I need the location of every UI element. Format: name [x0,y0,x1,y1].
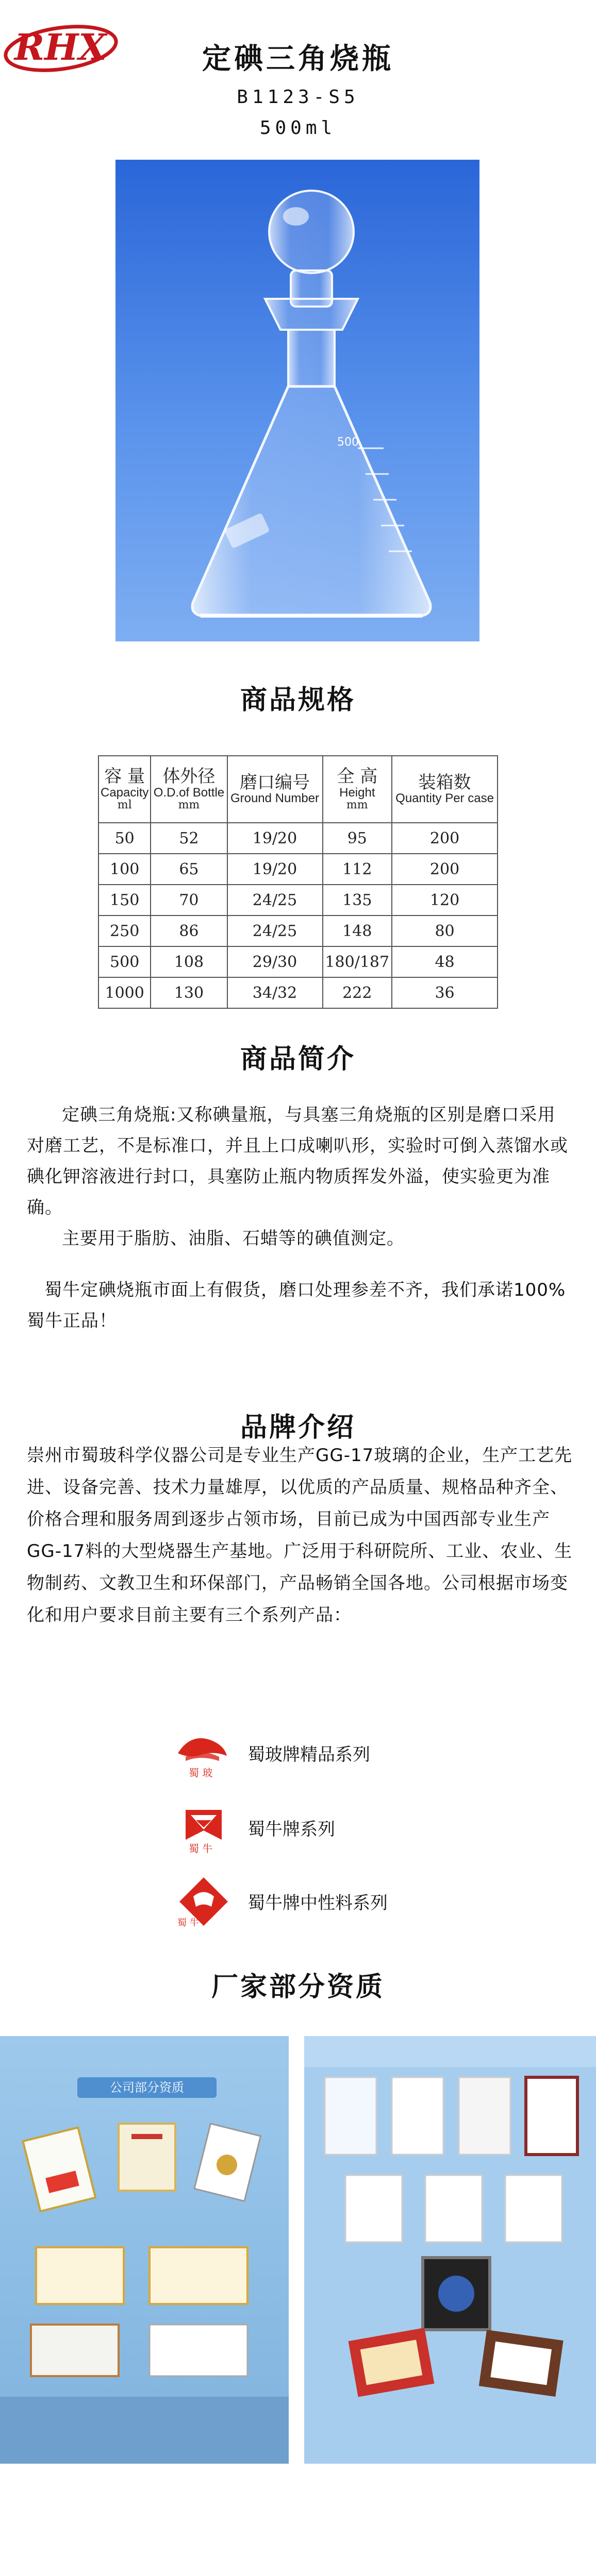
table-row [98,885,498,916]
table-cell: 29/30 [227,946,323,977]
table-cell: 86 [151,916,227,946]
svg-text:蜀 牛: 蜀 牛 [177,1918,199,1928]
intro-paragraph-2: 主要用于脂肪、油脂、石蜡等的碘值测定。 [62,1228,405,1249]
spec-header-3: 全 高 Height mm [323,756,392,823]
table-cell: 100 [98,854,151,885]
series-item-shuniu-neutral [170,1873,531,1928]
table-cell: 24/25 [227,885,323,916]
table-cell: 80 [392,916,498,946]
scale-mark: 500 [337,436,359,449]
spec-header-1: 体外径 O.D.of Bottle mm [151,756,227,823]
shuniu-logo-icon [170,1800,237,1856]
product-title: 定碘三角烧瓶 [202,42,394,76]
product-model: B1123-S5 [237,87,359,108]
table-cell: 95 [323,823,392,854]
table-cell: 24/25 [227,916,323,946]
svg-text:蜀 牛: 蜀 牛 [189,1842,213,1855]
qualifications-section-title: 厂家部分资质 [211,1972,385,2003]
table-cell: 19/20 [227,823,323,854]
brand-paragraph: 崇州市蜀玻科学仪器公司是专业生产GG-17玻璃的企业，生产工艺先进、设备完善、技术力量雄厚，以优质的产品质量、规格品种齐全、价格合理和服务周到逐步占领市场，目前已成为中国西部专业生产GG-17料的大型烧器生产基地。广泛用于科研院所、工业、农业、生物制药、文教卫生和环保部门，产品畅销全国各地。公司根据市场变化和用户要求目前主要有三个系列产品： [27,1445,573,1625]
shubo-logo-icon [170,1725,237,1782]
series-label-shuniu: 蜀牛牌系列 [247,1819,335,1840]
intro-section-title: 商品简介 [240,1044,356,1075]
table-row [98,946,498,977]
table-row [98,823,498,854]
table-cell: 34/32 [227,977,323,1008]
series-item-shubo [170,1725,531,1779]
table-cell: 180/187 [323,946,392,977]
table-cell: 70 [151,885,227,916]
left-banner-text: 公司部分资质 [110,2080,184,2095]
table-cell: 48 [392,946,498,977]
table-row [98,916,498,946]
spec-table [98,755,498,1009]
product-volume: 500ml [259,117,337,139]
table-cell: 200 [392,823,498,854]
table-cell: 50 [98,823,151,854]
table-cell: 36 [392,977,498,1008]
intro-paragraph-1: 定碘三角烧瓶:又称碘量瓶，与具塞三角烧瓶的区别是磨口采用对磨工艺，不是标准口，并且上口成喇叭形，实验时可倒入蒸馏水或碘化钾溶液进行封口，具塞防止瓶内物质挥发外溢，使实验更为准确。 [27,1105,568,1218]
table-cell: 500 [98,946,151,977]
table-cell: 52 [151,823,227,854]
table-cell: 120 [392,885,498,916]
spec-header-4: 装箱数 Quantity Per case [392,756,498,823]
table-cell: 150 [98,885,151,916]
intro-text [27,1099,573,1336]
table-cell: 250 [98,916,151,946]
table-cell: 1000 [98,977,151,1008]
qualification-board-right [304,2036,596,2464]
series-label-shuniu-neutral: 蜀牛牌中性料系列 [247,1893,388,1913]
table-cell: 112 [323,854,392,885]
table-cell: 130 [151,977,227,1008]
spec-header-0: 容 量 Capacity ml [98,756,151,823]
table-cell: 222 [323,977,392,1008]
svg-text:蜀 玻: 蜀 玻 [189,1767,213,1779]
shuniu-neutral-logo-icon [170,1873,237,1930]
product-photo [115,160,479,641]
brand-section-title: 品牌介绍 [240,1412,356,1443]
specs-section-title: 商品规格 [240,685,356,716]
table-cell: 65 [151,854,227,885]
series-label-shubo: 蜀玻牌精品系列 [247,1744,370,1765]
table-row [98,977,498,1008]
table-cell: 148 [323,916,392,946]
series-item-shuniu [170,1800,531,1855]
intro-paragraph-3: 蜀牛定碘烧瓶市面上有假货，磨口处理参差不齐，我们承诺100%蜀牛正品！ [27,1280,566,1331]
table-cell: 19/20 [227,854,323,885]
qualification-board-left [0,2036,289,2464]
table-cell: 135 [323,885,392,916]
table-cell: 200 [392,854,498,885]
table-cell: 108 [151,946,227,977]
spec-header-2: 磨口编号 Ground Number [227,756,323,823]
brand-logo-text: RHX [14,26,107,69]
brand-text [27,1439,573,1631]
table-row [98,854,498,885]
